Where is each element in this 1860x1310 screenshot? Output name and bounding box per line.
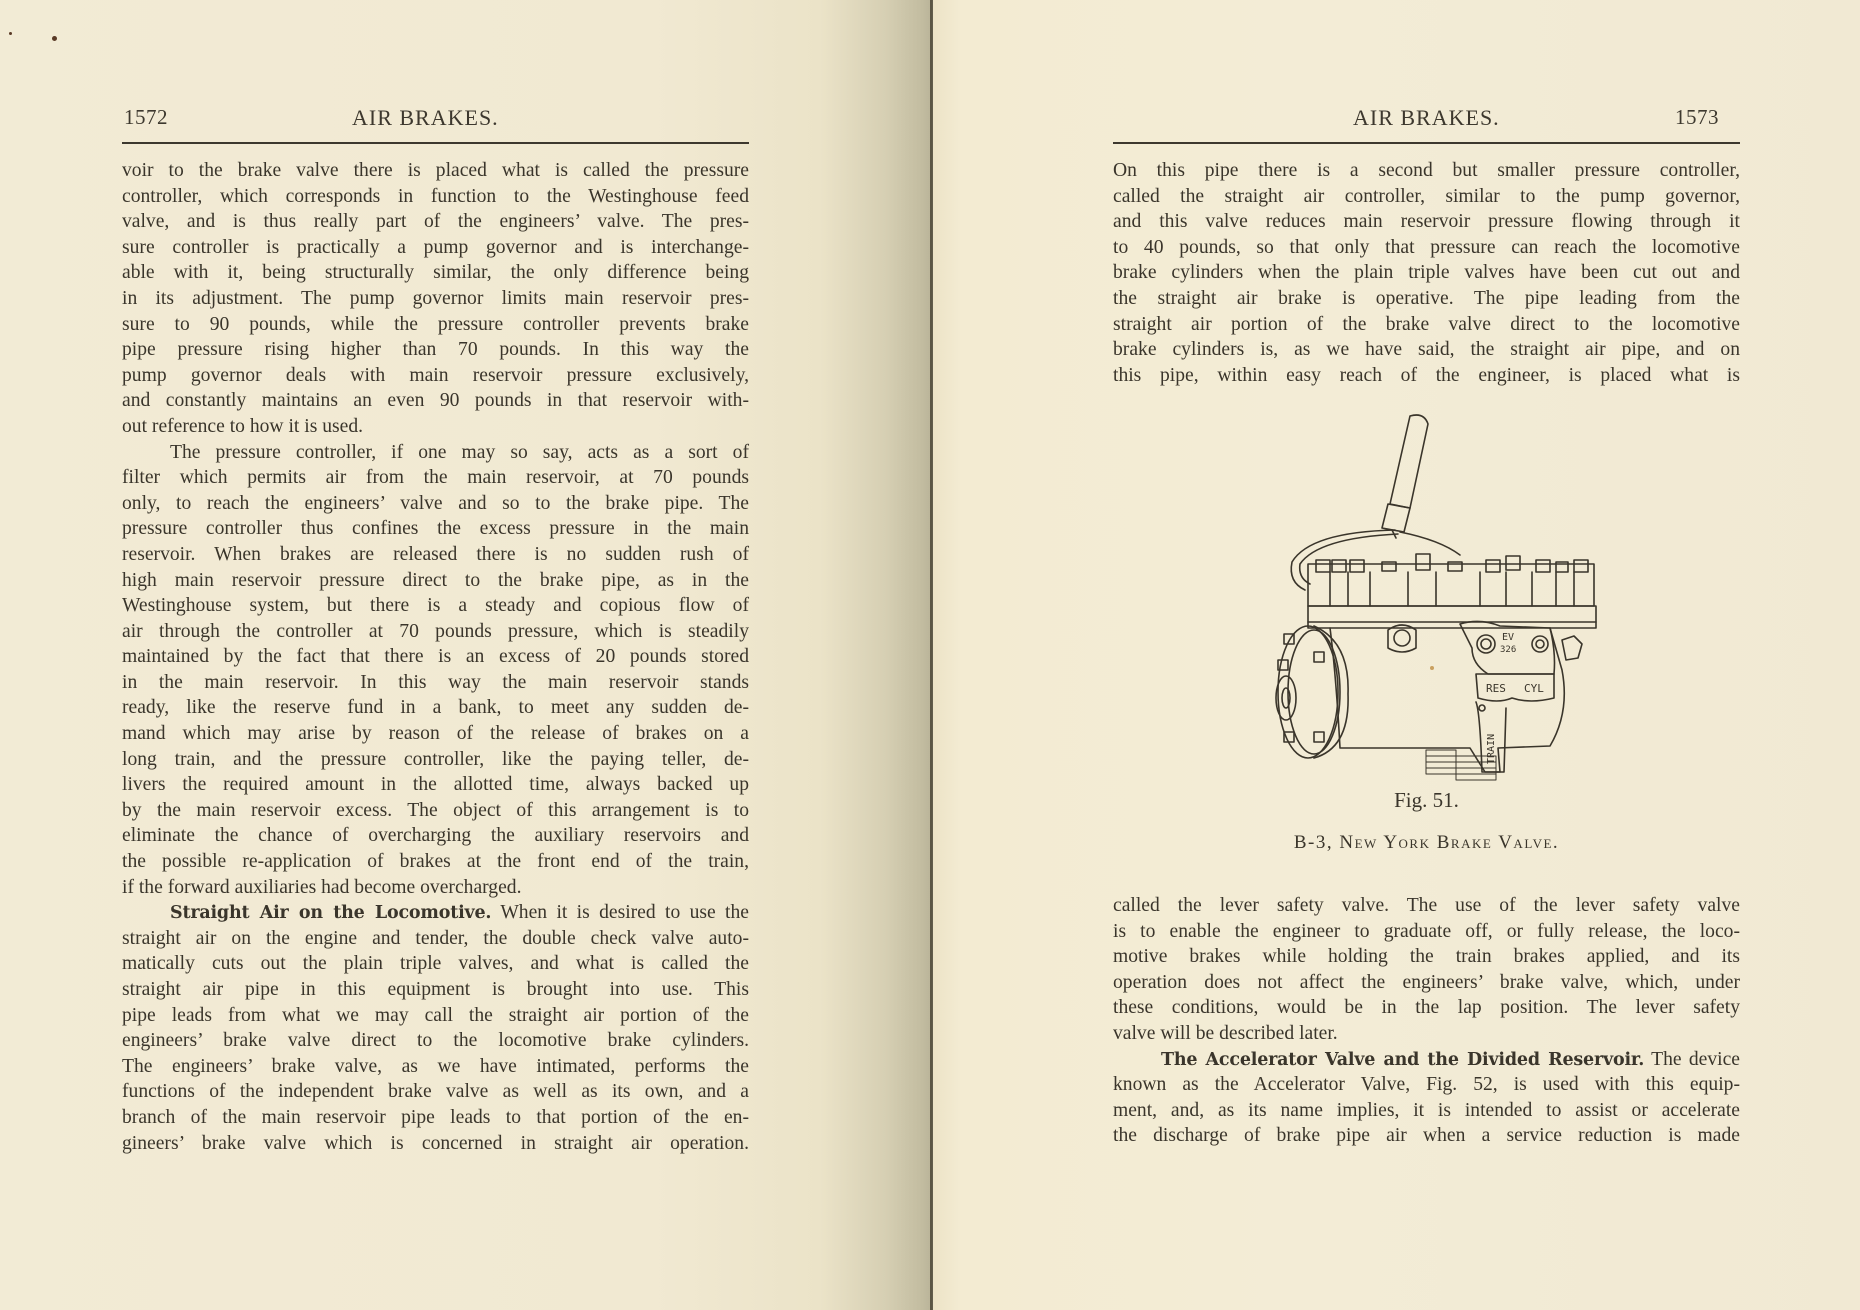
text-line: motive brakes while holding the train brakes applied, and its <box>1113 946 1740 968</box>
text-line: air through the controller at 70 pounds pressure, which is steadily <box>122 620 749 642</box>
text-line: to 40 pounds, so that only that pressure can reach the locomotive <box>1113 236 1740 258</box>
page-number: 1573 <box>1675 105 1719 129</box>
running-head-left <box>122 105 749 135</box>
text-line: pipe leads from what we may call the straight air portion of the <box>122 1004 749 1026</box>
text-line: The engineers’ brake valve, as we have intimated, performs the <box>122 1055 749 1077</box>
right-text-column-top <box>1113 158 1740 388</box>
text-line: and constantly maintains an even 90 pounds in that reservoir with- <box>122 390 749 412</box>
running-head-title: AIR BRAKES. <box>352 105 499 130</box>
text-line: this pipe, within easy reach of the engineer, is placed what is <box>1113 364 1740 386</box>
text-line: known as the Accelerator Valve, Fig. 52, is used with this equip- <box>1113 1074 1740 1096</box>
text-line: voir to the brake valve there is placed what is called the pressure <box>122 160 749 181</box>
line-text: When it is desired to use the <box>491 902 749 924</box>
text-line: The pressure controller, if one may so say, acts as a sort of <box>170 441 749 463</box>
figure-caption: B-3, New York Brake Valve. <box>1293 832 1560 853</box>
book-gutter <box>930 0 933 1310</box>
brake-valve-illustration <box>1250 412 1610 782</box>
text-line: the straight air brake is operative. The pipe leading from the <box>1113 287 1740 309</box>
nut-row <box>1316 554 1588 572</box>
text-line: called the straight air controller, similar to the pump governor, <box>1113 185 1740 207</box>
text-line: able with it, being structurally similar, the only difference being <box>122 262 749 284</box>
text-line: eliminate the chance of overcharging the auxiliary reservoirs and <box>122 825 749 847</box>
running-head-right <box>1113 105 1740 135</box>
header-rule <box>1113 142 1740 144</box>
text-line: maintained by the fact that there is an excess of 20 pounds stored <box>122 646 749 668</box>
text-line <box>1113 1047 1740 1073</box>
text-line: Westinghouse system, but there is a steady and copious flow of <box>122 595 749 617</box>
text-line: pipe pressure rising higher than 70 pounds. In this way the <box>122 339 749 361</box>
svg-text:CYL: CYL <box>1524 682 1544 695</box>
line-text: The device <box>1644 1048 1740 1070</box>
lever-handle-icon <box>1382 415 1428 538</box>
text-line: reservoir. When brakes are released there is no sudden rush of <box>122 543 749 565</box>
text-line: brake cylinders is, as we have said, the straight air pipe, and on <box>1113 339 1740 361</box>
text-line: straight air on the engine and tender, the double check valve auto- <box>122 927 749 949</box>
text-line: brake cylinders when the plain triple valves have been cut out and <box>1113 262 1740 284</box>
running-head-title: AIR BRAKES. <box>1353 105 1500 130</box>
text-line: called the lever safety valve. The use of the lever safety valve <box>1113 895 1740 916</box>
text-line: in the main reservoir. In this way the main reservoir stands <box>122 671 749 693</box>
svg-text:RES: RES <box>1486 682 1506 695</box>
right-text-column-bottom <box>1113 893 1740 1149</box>
left-text-column <box>122 158 749 1156</box>
figure-label: Fig. 51. <box>1394 788 1459 812</box>
text-line: these conditions, would be in the lap position. The lever safety <box>1113 997 1740 1019</box>
paper-speck <box>9 32 12 35</box>
text-line: if the forward auxiliaries had become overcharged. <box>122 876 522 898</box>
text-line: valve will be described later. <box>1113 1022 1338 1044</box>
page-number: 1572 <box>124 105 168 129</box>
text-line: branch of the main reservoir pipe leads to that portion of the en- <box>122 1106 749 1128</box>
text-line: out reference to how it is used. <box>122 415 364 437</box>
svg-text:TRAIN: TRAIN <box>1486 733 1497 764</box>
text-line: sure controller is practically a pump governor and is interchange- <box>122 236 749 258</box>
text-line: ready, like the reserve fund in a bank, to meet any sudden de- <box>122 697 749 719</box>
text-line: ment, and, as its name implies, it is intended to assist or accelerate <box>1113 1099 1740 1121</box>
text-line: functions of the independent brake valve as well as its own, and a <box>122 1081 749 1103</box>
text-line: straight air pipe in this equipment is brought into use. This <box>122 979 749 1000</box>
paper-speck <box>52 36 57 41</box>
header-rule <box>122 142 749 144</box>
svg-text:326: 326 <box>1500 645 1517 655</box>
right-page <box>932 0 1860 1310</box>
text-line: pressure controller thus confines the excess pressure in the main <box>122 518 749 540</box>
text-line: in its adjustment. The pump governor limits main reservoir pres- <box>122 287 749 309</box>
text-line: operation does not affect the engineers’ brake valve, which, under <box>1113 971 1740 993</box>
text-line: long train, and the pressure controller, like the paying teller, de- <box>122 748 749 770</box>
text-line: sure to 90 pounds, while the pressure controller prevents brake <box>122 313 749 335</box>
text-line: controller, which corresponds in function to the Westinghouse feed <box>122 185 749 207</box>
text-line: pump governor deals with main reservoir pressure exclusively, <box>122 364 749 386</box>
text-line: by the main reservoir excess. The object of this arrangement is to <box>122 799 749 821</box>
text-line: straight air portion of the brake valve direct to the locomotive <box>1113 313 1740 335</box>
text-line: filter which permits air from the main reservoir, at 70 pounds <box>122 467 749 489</box>
text-line: and this valve reduces main reservoir pressure flowing through it <box>1113 211 1740 233</box>
text-line: matically cuts out the plain triple valves, and what is called the <box>122 953 749 975</box>
svg-text:EV: EV <box>1502 632 1515 643</box>
text-line: valve, and is thus really part of the engineers’ valve. The pres- <box>122 211 749 233</box>
text-line: mand which may arise by reason of the release of brakes on a <box>122 723 749 745</box>
text-line: gineers’ brake valve which is concerned in straight air operation. <box>122 1132 749 1154</box>
section-heading: The Accelerator Valve and the Divided Reservoir. <box>1161 1049 1645 1070</box>
text-line: the discharge of brake pipe air when a service reduction is made <box>1113 1125 1740 1147</box>
text-line: engineers’ brake valve direct to the locomotive brake cylinders. <box>122 1030 749 1052</box>
section-heading: Straight Air on the Locomotive. <box>170 903 492 924</box>
text-line <box>122 900 749 926</box>
text-line: only, to reach the engineers’ valve and so to the brake pipe. The <box>122 492 749 514</box>
text-line: On this pipe there is a second but smaller pressure controller, <box>1113 160 1740 181</box>
text-line: is to enable the engineer to graduate off, or fully release, the loco- <box>1113 920 1740 942</box>
text-line: livers the required amount in the allotted time, always backed up <box>122 774 749 796</box>
text-line: the possible re-application of brakes at the front end of the train, <box>122 851 749 873</box>
text-line: high main reservoir pressure direct to the brake pipe, as in the <box>122 569 749 591</box>
